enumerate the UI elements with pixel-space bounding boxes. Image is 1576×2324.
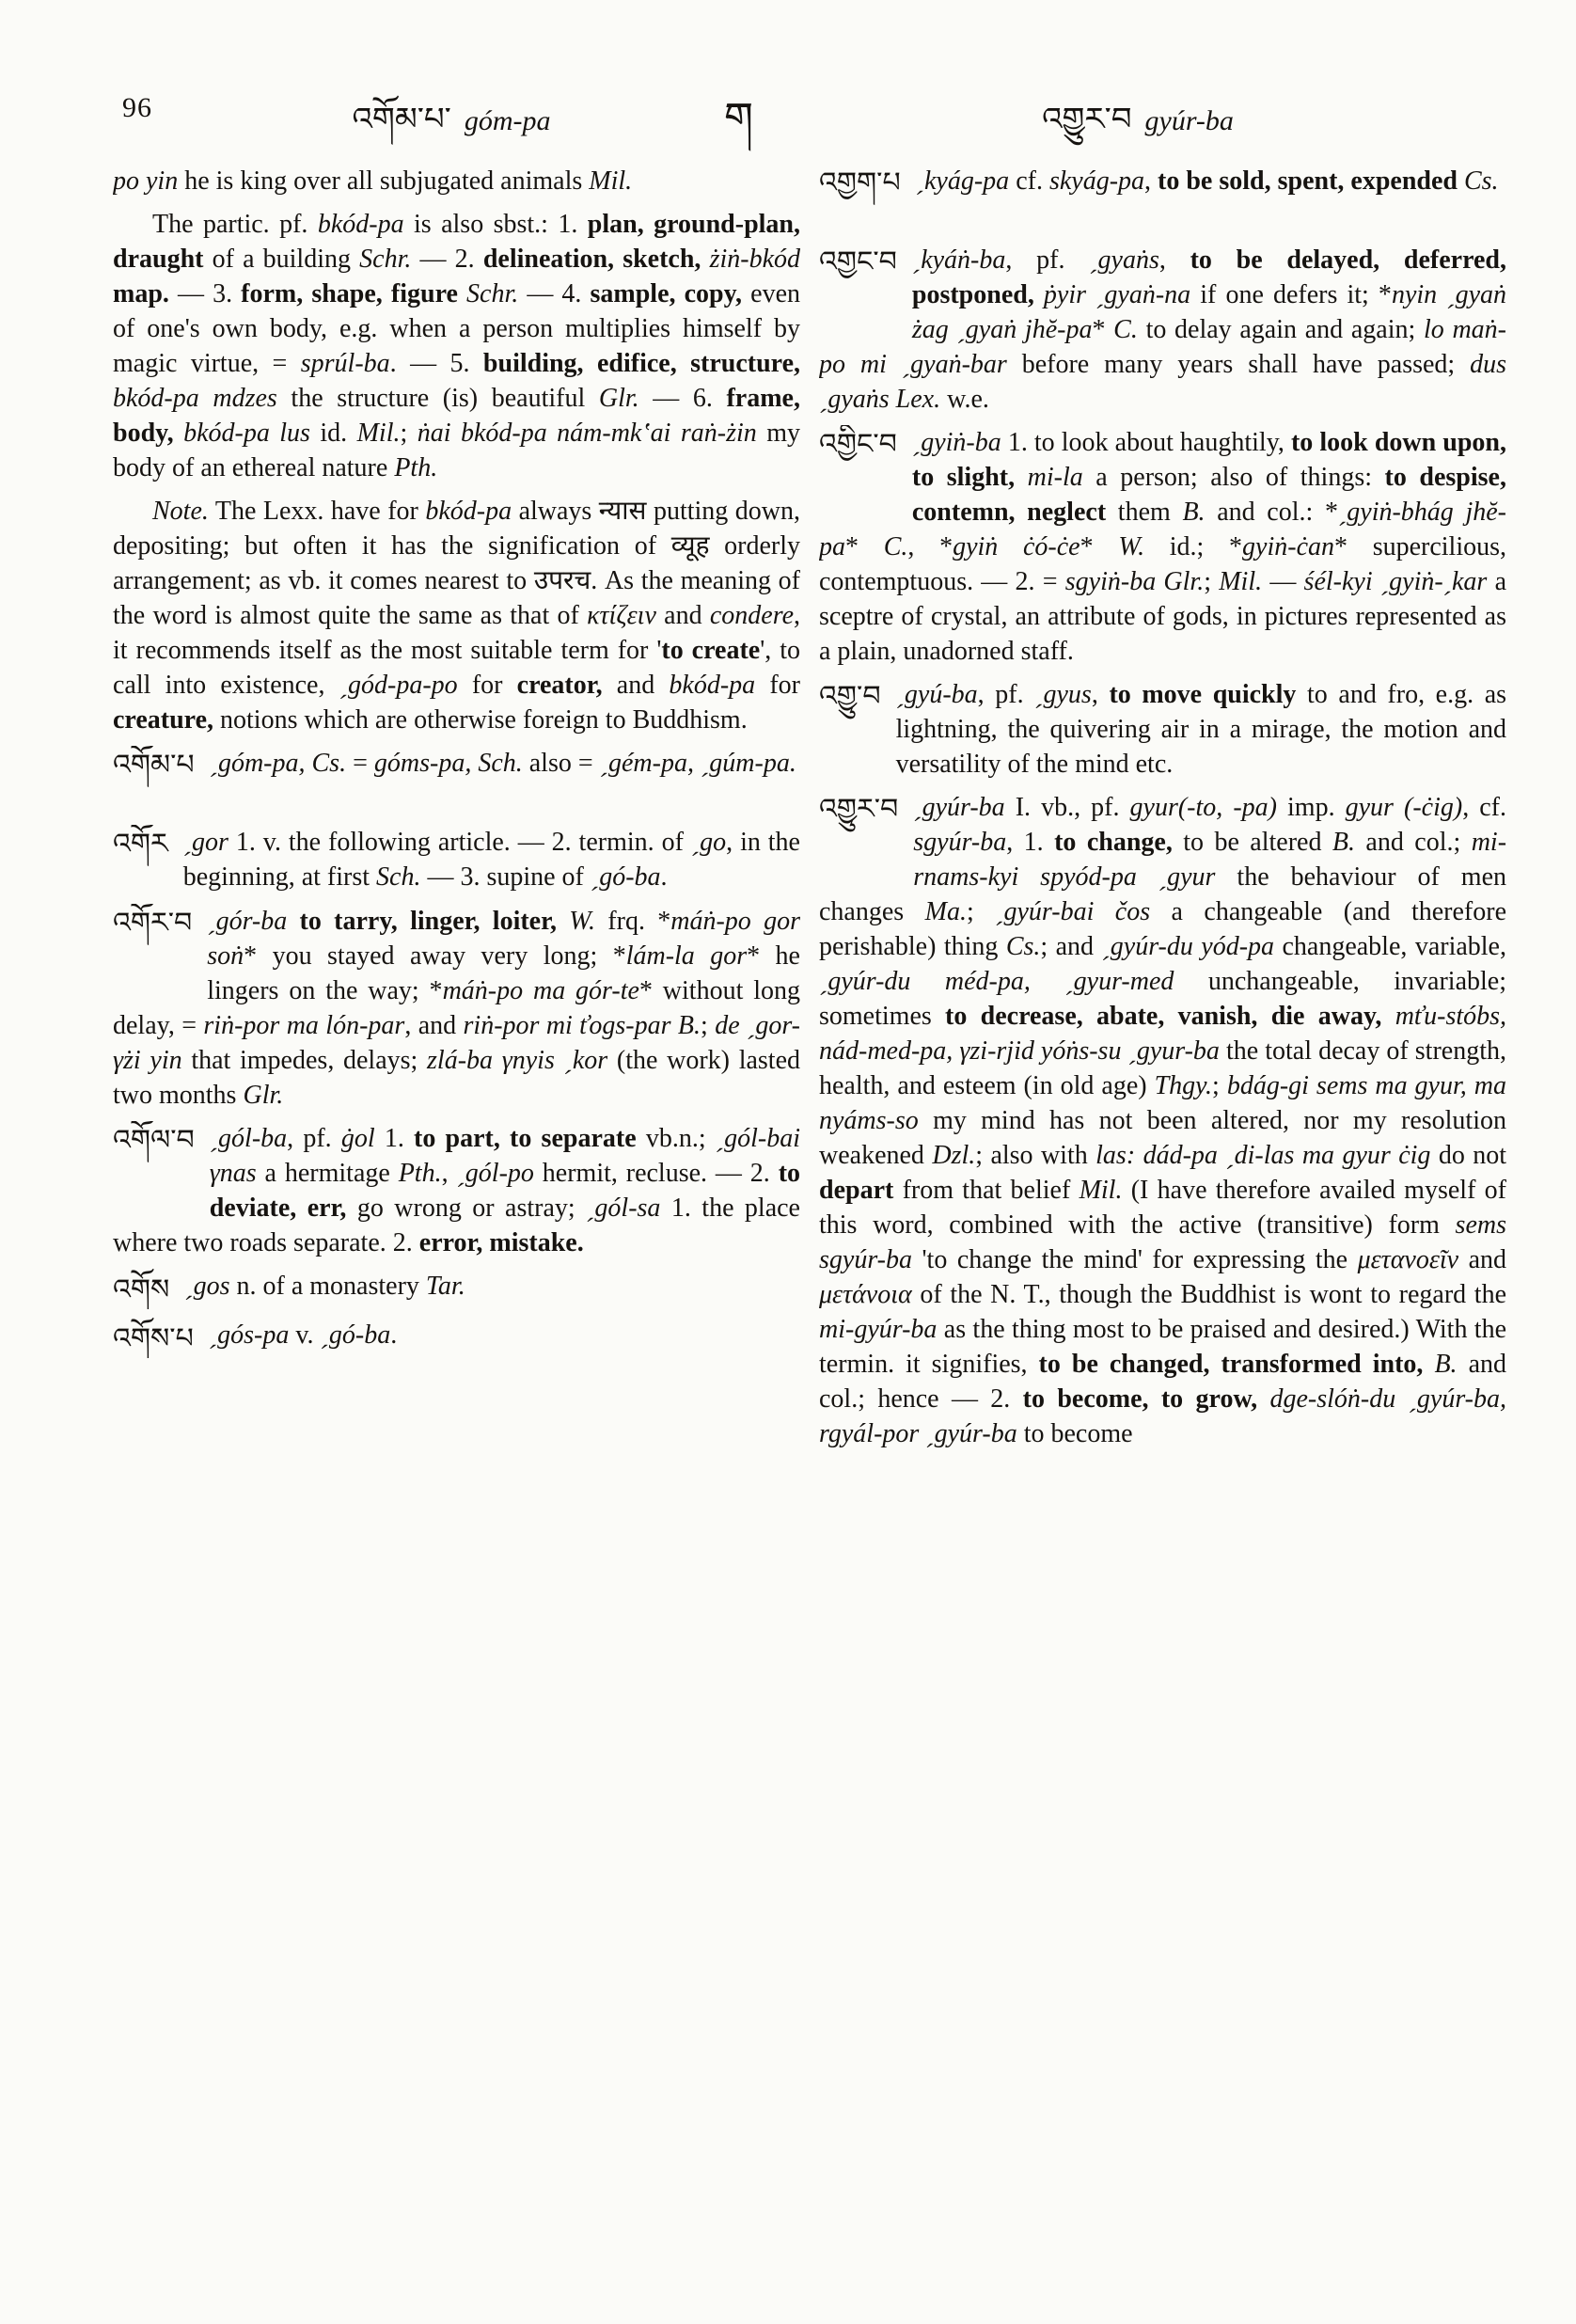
text-run: . (390, 1320, 398, 1350)
text-run: and (655, 601, 710, 630)
text-run: — 4. (518, 279, 591, 308)
text-run: to change, (1054, 828, 1173, 857)
text-run: and (1458, 1245, 1506, 1274)
text-run: * (845, 532, 884, 561)
text-run: C. (1113, 315, 1138, 344)
text-run: ˏgód-pa-po (339, 671, 458, 700)
text-run: of the N. T., though the Buddhist is wont to regard the (911, 1280, 1506, 1309)
text-run: to tarry, linger, loiter, (299, 907, 557, 936)
tibetan-headword: འགོལ་བ (113, 1124, 195, 1157)
text-run: sgyiṅ-ba Glr. (1064, 567, 1205, 596)
running-head-right-tibetan: འགྱུར་བ (1042, 101, 1132, 138)
text-run: of a building (203, 245, 360, 274)
text-run: bkód-pa (317, 210, 404, 239)
text-run: ˏgo (690, 828, 727, 857)
guide-letter: ག (724, 94, 753, 142)
text-run: ; also with (975, 1141, 1096, 1170)
text-run: व्यूह (670, 531, 710, 561)
text-run: (the work) lasted two months (113, 1046, 800, 1110)
text-run: ṗyir ˏgyaṅ-na (1043, 280, 1191, 309)
text-run: Note. (152, 497, 209, 526)
page-number: 96 (122, 92, 152, 123)
text-run: B. (1182, 498, 1206, 527)
text-run (174, 419, 183, 448)
text-run: to decrease, abate, vanish, die away, (945, 1002, 1382, 1031)
text-run: id. (309, 419, 357, 448)
text-run (557, 907, 569, 936)
text-run: mi-la (1027, 463, 1083, 492)
tibetan-headword: འགོར (113, 828, 168, 861)
text-run: for (457, 671, 517, 700)
text-run: Thgy. (1154, 1071, 1213, 1100)
text-run: frame, body, (113, 384, 800, 448)
dictionary-entry (819, 243, 1506, 417)
text-run: C. (883, 532, 908, 561)
text-run: error, mistake. (418, 1228, 584, 1257)
text-run: w.e. (940, 385, 989, 414)
text-run: bkód-pa (669, 671, 756, 700)
text-run: go wrong or astray; (346, 1194, 587, 1223)
text-run: ', to call into existence, (113, 636, 800, 700)
text-run: Tar. (425, 1272, 465, 1301)
text-run: a person; also of things: (1082, 463, 1385, 492)
text-run: putting down, depositing; but often it has the signification of (113, 497, 800, 561)
text-run: B. (1434, 1350, 1458, 1379)
text-run: nyin ˏgyaṅ żag ˏgyaṅ jhĕ-pa (911, 280, 1506, 344)
dictionary-entry (113, 904, 800, 1113)
tibetan-headword: འགོས་པ (113, 1322, 194, 1355)
text-run: B. (1332, 828, 1355, 857)
text-run: ; (1204, 567, 1220, 596)
text-run: do not (1430, 1141, 1506, 1170)
text-run: sems sgyúr-ba (819, 1210, 1506, 1274)
text-run: 1. (374, 1124, 415, 1153)
text-run: , * (907, 532, 953, 561)
text-run: sgyúr-ba (913, 828, 1007, 857)
dictionary-entry (819, 164, 1506, 234)
tibetan-headword: འགོས (113, 1273, 170, 1306)
text-run: before many years shall have passed; (1006, 350, 1471, 379)
text-run: n. of a monastery (229, 1272, 426, 1301)
text-run: , (1144, 166, 1158, 196)
text-run: ˏgól-sa (586, 1194, 661, 1223)
text-run: de ˏgor-γżi yin (113, 1011, 800, 1075)
text-run: ˏgyúr-du méd-pa, ˏgyur-med (819, 967, 1174, 996)
text-run: id.; * (1144, 532, 1243, 561)
text-run: Mil. (356, 419, 401, 448)
text-run: उपरच (533, 566, 591, 595)
text-run: ˏgól-po (456, 1159, 534, 1188)
text-run: unchangeable, invariable; sometimes (819, 967, 1506, 1031)
tibetan-headword: འགོར་བ (113, 907, 193, 940)
tibetan-headword: འགྱུ་བ (819, 680, 881, 713)
text-run: ˏgyiṅ-ba (911, 428, 1001, 457)
text-run: Ma. (924, 897, 967, 926)
text-run: always (512, 497, 599, 526)
text-run: , and (404, 1011, 464, 1040)
text-run: bkód-pa lus (183, 419, 310, 448)
text-run: máṅ-po gor soṅ (207, 907, 800, 971)
text-run: Glr. (598, 384, 639, 413)
text-run: the structure (is) beautiful (276, 384, 599, 413)
text-run: if one defers it; * (1190, 280, 1392, 309)
text-run: 1. to look about haughtily, (1001, 428, 1291, 457)
text-run: ṅai bkód-pa nám-mkʽai raṅ-żin (417, 419, 757, 448)
text-run (1458, 166, 1464, 196)
text-run: The Lexx. have for (208, 497, 426, 526)
text-run: ; (1212, 1071, 1227, 1100)
text-run: as the thing most to be praised and desired.) With the termin. it signifies, (819, 1315, 1506, 1379)
text-run: a hermitage (256, 1159, 399, 1188)
text-run: * (1092, 315, 1114, 344)
text-run: mťu-stóbs, nád-med-pa, γzi-rjid yóṅs-su ˏgyur-ba (819, 1002, 1506, 1066)
text-run: Dzl. (932, 1141, 976, 1170)
text-run: góms-pa, Sch. (373, 749, 523, 778)
text-run: and col.: * (1205, 498, 1338, 527)
tibetan-headword: འགྱུར་བ (819, 793, 899, 826)
text-run: ; and (1040, 932, 1102, 961)
text-run (1015, 463, 1028, 492)
text-run: map. (113, 279, 169, 308)
running-head (0, 0, 1576, 162)
text-run: for (755, 671, 800, 700)
text-run: * supercilious, contemptuous. — 2. = (819, 532, 1506, 596)
text-run: riṅ-por ma lón-par (203, 1011, 405, 1040)
text-run: hermit, recluse. — 2. (533, 1159, 779, 1188)
text-run: a sceptre of crystal, an attribute of gods, in pictures represented as a plain, unadorned staff. (819, 567, 1506, 666)
column-right (819, 164, 1506, 1460)
paragraph (113, 207, 800, 485)
text-run: cf. (1009, 166, 1049, 196)
text-run: , (1091, 680, 1110, 709)
text-run: — 2. (411, 245, 483, 274)
text-run: Mil. (1079, 1176, 1123, 1205)
running-head-left-tibetan: འགོམ་པ་ (352, 101, 451, 138)
text-run: Mil. (589, 166, 633, 196)
text-run: , 1. (1006, 828, 1055, 857)
text-run: to become, to grow, (1022, 1384, 1258, 1414)
text-run: — 6. (638, 384, 727, 413)
text-run: Mil. (1219, 567, 1263, 596)
text-run: ˏgyus (1034, 680, 1092, 709)
text-run: building, edifice, structure, (482, 349, 800, 378)
text-run: ˏgos (184, 1272, 230, 1301)
text-run (1034, 280, 1044, 309)
text-run: bdág-gi sems ma gyur, ma nyáms-so (819, 1071, 1506, 1135)
text-run: to deviate, err, (209, 1159, 800, 1223)
text-run: μετανοεῖν (1357, 1245, 1459, 1274)
text-run: . As the meaning of the word is almost quite the same as that of (113, 566, 800, 630)
text-run: riṅ-por mi ťogs-par B. (463, 1011, 701, 1040)
text-run: skyág-pa (1048, 166, 1145, 196)
text-run: sample, copy, (590, 279, 743, 308)
text-run: frq. * (595, 907, 671, 936)
text-run: , pf. (287, 1124, 341, 1153)
text-run: to be delayed, deferred, postponed, (911, 245, 1506, 309)
paragraph (113, 164, 800, 198)
dictionary-entry (819, 425, 1506, 669)
text-run: vb.n.; (636, 1124, 716, 1153)
text-run: to look down upon, to slight, (911, 428, 1506, 492)
text-run: mi-gyúr-ba (819, 1315, 938, 1344)
text-run: from that belief (893, 1176, 1080, 1205)
text-run: ˏgyiṅ-bhág jhĕ-pa (819, 498, 1506, 561)
text-run: and (602, 671, 670, 700)
text-run: The partic. pf. (152, 210, 318, 239)
text-run: imp. (1276, 793, 1346, 822)
text-run: he is king over all subjugated animals (178, 166, 590, 196)
text-run: , pf. (1005, 245, 1090, 275)
text-run: (I have therefore availed myself of this word, combined with the active (transitive) form (819, 1176, 1506, 1240)
text-run (1423, 1350, 1434, 1379)
paragraph (113, 494, 800, 737)
text-run: , pf. (977, 680, 1035, 709)
text-run: ; (966, 897, 996, 926)
text-run: śél-kyi ˏgyiṅ-ˏkar (1303, 567, 1488, 596)
text-run: bkód-pa mdzes (113, 384, 277, 413)
text-run: W. (1118, 532, 1145, 561)
text-run: . (660, 862, 668, 892)
text-run: las: (1095, 1141, 1136, 1170)
text-run: , (441, 1159, 457, 1188)
text-run: to be changed, transformed into, (1038, 1350, 1424, 1379)
text-run: 'to change the mind' for expressing the (911, 1245, 1358, 1274)
text-run: zlá-ba γnyis ˏkor (427, 1046, 608, 1075)
text-run: ; (701, 1011, 716, 1040)
text-run: ˏgóm-pa, Cs. (209, 749, 347, 778)
text-run: ġol (340, 1124, 375, 1153)
text-run: changeable, variable, (1274, 932, 1506, 961)
text-run (287, 907, 299, 936)
text-run: Schr. (359, 245, 412, 274)
text-run: — 3. supine of (420, 862, 591, 892)
text-run: condere (709, 601, 794, 630)
text-run: Schr. (466, 279, 519, 308)
text-run: gyur(-to, -pa) (1129, 793, 1277, 822)
text-run: dge-slóṅ-du ˏgyúr-ba, rgyál-por ˏgyúr-ba (819, 1384, 1506, 1448)
text-run: — (1262, 567, 1304, 596)
column-left (113, 164, 800, 1367)
text-run: Cs. (1005, 932, 1041, 961)
text-run: ˏkyáṅ-ba (911, 245, 1006, 275)
text-run: ˏgól-ba (209, 1124, 288, 1153)
tibetan-headword: འགོམ་པ (113, 749, 195, 782)
text-run: to despise, contemn, neglect (911, 463, 1506, 527)
text-run: , it recommends itself as the most suitable term for ' (113, 601, 800, 665)
text-run: orderly arrangement; as vb. it comes nearest to (113, 531, 800, 595)
text-run: ˏgór-ba (207, 907, 288, 936)
text-run: * he lingers on the way; * (207, 941, 800, 1005)
text-run: to part, to separate (414, 1124, 637, 1153)
text-run: the behaviour of men changes (819, 862, 1506, 926)
text-run: ˏgyaṅs (1089, 245, 1159, 275)
text-run: Sch. (376, 862, 421, 892)
text-run (458, 279, 466, 308)
text-run: μετάνοια (819, 1280, 912, 1309)
text-run: lám-la gor (625, 941, 748, 971)
dictionary-entry (113, 825, 800, 895)
text-run: ; (400, 419, 418, 448)
text-run: to delay again and again; (1137, 315, 1424, 344)
running-head-left-translit: góm-pa (464, 105, 551, 136)
dictionary-entry (819, 790, 1506, 1451)
text-run: κτίζειν (587, 601, 656, 630)
text-run (1257, 1384, 1269, 1414)
text-run: I. vb., pf. (1004, 793, 1130, 822)
text-run: ˏgó-ba (590, 862, 661, 892)
text-run: — 3. (168, 279, 242, 308)
text-run: ˏgyú-ba (895, 680, 978, 709)
text-run: Pth. (394, 453, 438, 482)
text-run: to create (661, 636, 761, 665)
text-run: is also sbst.: 1. (403, 210, 588, 239)
text-run: dus ˏgyaṅs Lex. (819, 350, 1506, 414)
text-run: * (1080, 532, 1119, 561)
text-run: ˏgyúr-ba (913, 793, 1005, 822)
text-run (1135, 1141, 1143, 1170)
text-run: that impedes, delays; (181, 1046, 428, 1075)
text-run: Glr. (243, 1081, 284, 1110)
text-run: 1. the place where two roads separate. 2. (113, 1194, 800, 1257)
text-run: my mind has not been altered, nor my resolution weakened (819, 1106, 1506, 1170)
running-head-right-translit: gyúr-ba (1144, 105, 1234, 136)
tibetan-headword: འགྱག་པ (819, 166, 901, 199)
text-run: gyiṅ ċó-ċe (953, 532, 1080, 561)
text-run: ˏgyúr-du yód-pa (1101, 932, 1275, 961)
dictionary-entry (113, 1318, 800, 1358)
text-run: to become (1017, 1419, 1133, 1448)
text-run: bkód-pa (425, 497, 512, 526)
text-run (701, 245, 709, 274)
text-run: gyiṅ-ċan (1242, 532, 1334, 561)
text-run: , in the beginning, at first (182, 828, 800, 892)
text-run: creator, (516, 671, 603, 700)
text-run: máṅ-po ma gór-te (442, 976, 639, 1005)
text-run: żiṅ-bkód (709, 245, 800, 274)
text-run: also = (522, 749, 600, 778)
text-run: form, shape, figure (241, 279, 458, 308)
text-run: , (1158, 245, 1190, 275)
tibetan-headword: འགྱིང་བ (819, 428, 897, 461)
text-run: and col.; hence — 2. (819, 1350, 1506, 1414)
text-run: gyur (-ċig) (1345, 793, 1463, 822)
text-run: a changeable (and therefore perishable) thing (819, 897, 1506, 961)
text-run: 1. v. the following article. — 2. termin. of (228, 828, 691, 857)
text-run: ˏgyúr-bai čos (995, 897, 1151, 926)
text-run: plan, ground-plan, draught (113, 210, 800, 274)
text-run: and col.; (1355, 828, 1472, 857)
dictionary-entry (113, 746, 800, 816)
text-run: sprúl-ba (300, 349, 390, 378)
running-head-left (160, 83, 743, 173)
running-head-right (846, 83, 1429, 173)
text-run: my body of an ethereal nature (113, 419, 800, 482)
text-run: even of one's own body, e.g. when a person multiplies himself by magic virtue, = (113, 279, 800, 378)
text-run: depart (819, 1176, 894, 1205)
text-run: * without long delay, = (113, 976, 800, 1040)
text-run: न्यास (598, 497, 647, 526)
text-run: ˏgó-ba (320, 1320, 391, 1350)
tibetan-headword: འགྱང་བ (819, 245, 897, 278)
text-run (1381, 1002, 1395, 1031)
text-run: ˏgor (182, 828, 229, 857)
text-run: Cs. (1463, 166, 1499, 196)
text-run: ˏgós-pa (208, 1320, 290, 1350)
text-run: to be altered (1172, 828, 1332, 857)
text-run: the total decay of strength, health, and esteem (in old age) (819, 1036, 1506, 1100)
text-run: to and fro, e.g. as lightning, the quivering air in a mirage, the motion and versatility of the mind etc. (895, 680, 1506, 779)
dictionary-entry (819, 677, 1506, 782)
text-run: ˏgém-pa, ˏgúm-pa. (599, 749, 796, 778)
text-run: = (346, 749, 374, 778)
text-run: , cf. (1462, 793, 1506, 822)
text-run: Pth. (398, 1159, 442, 1188)
text-columns (113, 164, 1506, 1460)
dictionary-entry (113, 1269, 800, 1309)
text-run: v. (289, 1320, 321, 1350)
text-run: ˏkyág-pa (915, 166, 1010, 196)
text-run: W. (569, 907, 596, 936)
text-run: ˏgól-bai γnas (209, 1124, 800, 1188)
text-run: to be sold, spent, expended (1158, 166, 1458, 196)
text-run: po yin (113, 166, 179, 196)
text-run: mi-rnams-kyi spyód-pa ˏgyur (913, 828, 1506, 892)
text-run: to move quickly (1109, 680, 1297, 709)
text-run: delineation, sketch, (482, 245, 701, 274)
dictionary-entry (113, 1121, 800, 1260)
text-run: * you stayed away very long; * (244, 941, 626, 971)
text-run: creature, (113, 705, 214, 735)
text-run: them (1106, 498, 1183, 527)
text-run: . — 5. (389, 349, 483, 378)
text-run: dád-pa ˏdi-las ma gyur ċig (1143, 1141, 1431, 1170)
text-run: lo maṅ-po mi ˏgyaṅ-bar (819, 315, 1506, 379)
text-run: notions which are otherwise foreign to Buddhism. (213, 705, 748, 735)
